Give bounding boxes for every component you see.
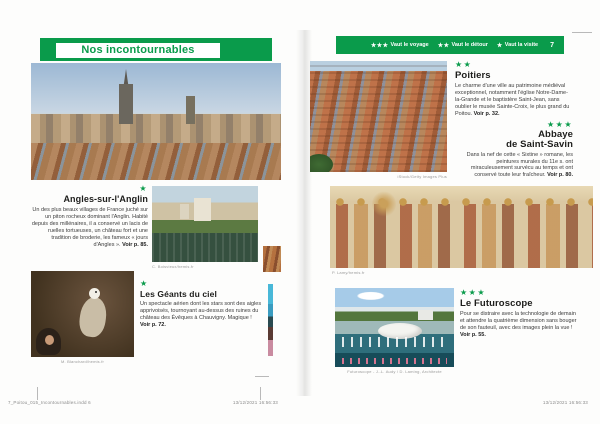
section-body-saint-savin <box>455 152 573 178</box>
title-line-1: Abbaye <box>538 129 573 140</box>
tree-shape <box>310 154 333 172</box>
pavilion-shape <box>418 310 433 320</box>
page-number: 7 <box>550 41 554 49</box>
fresco-halos-shape <box>330 196 593 208</box>
body-copy: Le charme d'une ville au patrimoine médiéval exceptionnel, notamment l'église Notre-Dame-la-Grande et le baptistère Saint-Jean, sans oublier le musée Sainte-Croix, le plus grand du Poitou. <box>455 83 570 117</box>
photo-credit-fresco: P. Lamy/hemis.fr <box>332 270 365 275</box>
section-title-futuroscope: Le Futuroscope <box>460 298 533 309</box>
castle-keep-shape <box>194 198 211 221</box>
poitiers-skyline-photo <box>31 63 281 180</box>
ratings-legend-bar <box>336 36 564 54</box>
photo-credit-rooftops: iStock/Getty Images Plus <box>397 174 447 179</box>
eagle-head-shape <box>89 288 100 299</box>
title-line-2: de Saint-Savin <box>506 139 573 150</box>
village-house-shape <box>180 204 189 219</box>
legend-item-visite <box>497 42 538 49</box>
body-copy: Un des plus beaux villages de France juché sur un piton rocheux dominant l'Anglin. Habité depuis des millénaires, il a conservé un lacis de ruelles tortueuses, un château fort et une tradition de broderie, les fameux « jours d'Angles ». <box>31 207 148 248</box>
photo-credit-bird: M. Blanchard/hemis.fr <box>60 359 105 364</box>
section-body-angles <box>31 207 148 248</box>
rooftops-shape <box>31 143 281 180</box>
angles-village-photo <box>152 186 258 262</box>
photo-corner-fragment <box>263 246 281 272</box>
eagle-falconer-photo <box>31 271 134 357</box>
page-title: Nos incontournables <box>56 43 220 58</box>
eagle-body-shape <box>78 295 109 338</box>
body-copy: Dans la nef de cette « Sixtine » romane, les peintures murales du 11e s. ont miraculeusement survécu au temps et ont conservé toute leur fraîcheur. <box>466 152 573 178</box>
photo-strip-fragment <box>268 284 273 356</box>
crop-mark-left-page <box>255 376 269 377</box>
fold-tick-right <box>260 387 261 400</box>
one-star-icon: ★ <box>496 42 503 49</box>
fold-tick-left <box>37 387 38 400</box>
futuroscope-park-photo <box>335 288 454 367</box>
section-body-poitiers <box>455 83 573 118</box>
rating-stars-geants: ★ <box>140 279 149 288</box>
see-page-ref: Voir p. 85. <box>122 241 148 248</box>
fresco-figures-shape <box>330 204 593 268</box>
rating-stars-angles: ★ <box>139 184 148 193</box>
roof-texture-shape <box>310 61 447 172</box>
three-stars-icon: ★★★ <box>370 42 389 49</box>
section-title-angles: Angles-sur-l'Anglin <box>63 194 148 204</box>
river-reflection-shape <box>152 233 258 262</box>
photo-credit-futuroscope: Futuroscope - J.-L. Audy / D. Laming, Architecte <box>347 369 442 374</box>
poitiers-rooftops-photo <box>310 61 447 172</box>
two-stars-icon: ★★ <box>437 42 450 49</box>
body-copy: Un spectacle aérien dont les stars sont des aigles apprivoisés, tournoyant au-dessus des ruines du château des Évêques à Chauvigny. Magique ! <box>140 301 262 321</box>
fountain-lights-shape <box>342 358 447 364</box>
footer-timestamp-right: 13/12/2021 16:56:33 <box>542 400 588 405</box>
section-title-poitiers: Poitiers <box>455 70 491 81</box>
legend-item-detour <box>438 42 488 49</box>
photo-credit-angles: C. Boisvieux/hemis.fr <box>152 264 194 269</box>
legend-label: Vaut la visite <box>504 42 539 48</box>
eagle-eye-shape <box>95 291 97 293</box>
city-skyline-shape <box>31 114 281 146</box>
fresco-tree-shape <box>372 191 396 217</box>
section-body-geants <box>140 301 262 329</box>
footer-filename: 7_Poitou_015_Incontournables.indd 6 <box>8 400 91 405</box>
church-tower-shape <box>119 84 133 124</box>
section-body-futuroscope <box>460 311 578 339</box>
footer-timestamp-left: 13/12/2021 16:56:33 <box>232 400 278 405</box>
rating-stars-saint-savin: ★★★ <box>546 120 573 129</box>
saint-savin-fresco-photo <box>330 186 593 268</box>
fountains-shape <box>342 337 447 347</box>
see-page-ref: Voir p. 55. <box>460 331 486 338</box>
legend-label: Vaut le voyage <box>390 42 429 48</box>
section-title-saint-savin <box>455 130 573 150</box>
bell-tower-shape <box>186 96 195 124</box>
see-page-ref: Voir p. 80. <box>547 171 573 178</box>
rating-stars-poitiers: ★★ <box>455 60 473 69</box>
legend-item-voyage <box>371 42 429 49</box>
crop-mark-top-right <box>572 32 592 33</box>
see-page-ref: Voir p. 72. <box>140 321 166 328</box>
legend-label: Vaut le détour <box>451 42 488 48</box>
see-page-ref: Voir p. 32. <box>473 110 500 117</box>
section-title-geants: Les Géants du ciel <box>140 289 217 299</box>
body-copy: Pour se distraire avec la technologie de demain et attendre la quatrième dimension sans bouger de son fauteuil, avec des images plein la vue ! <box>460 311 577 331</box>
rating-stars-futuroscope: ★★★ <box>460 288 487 297</box>
